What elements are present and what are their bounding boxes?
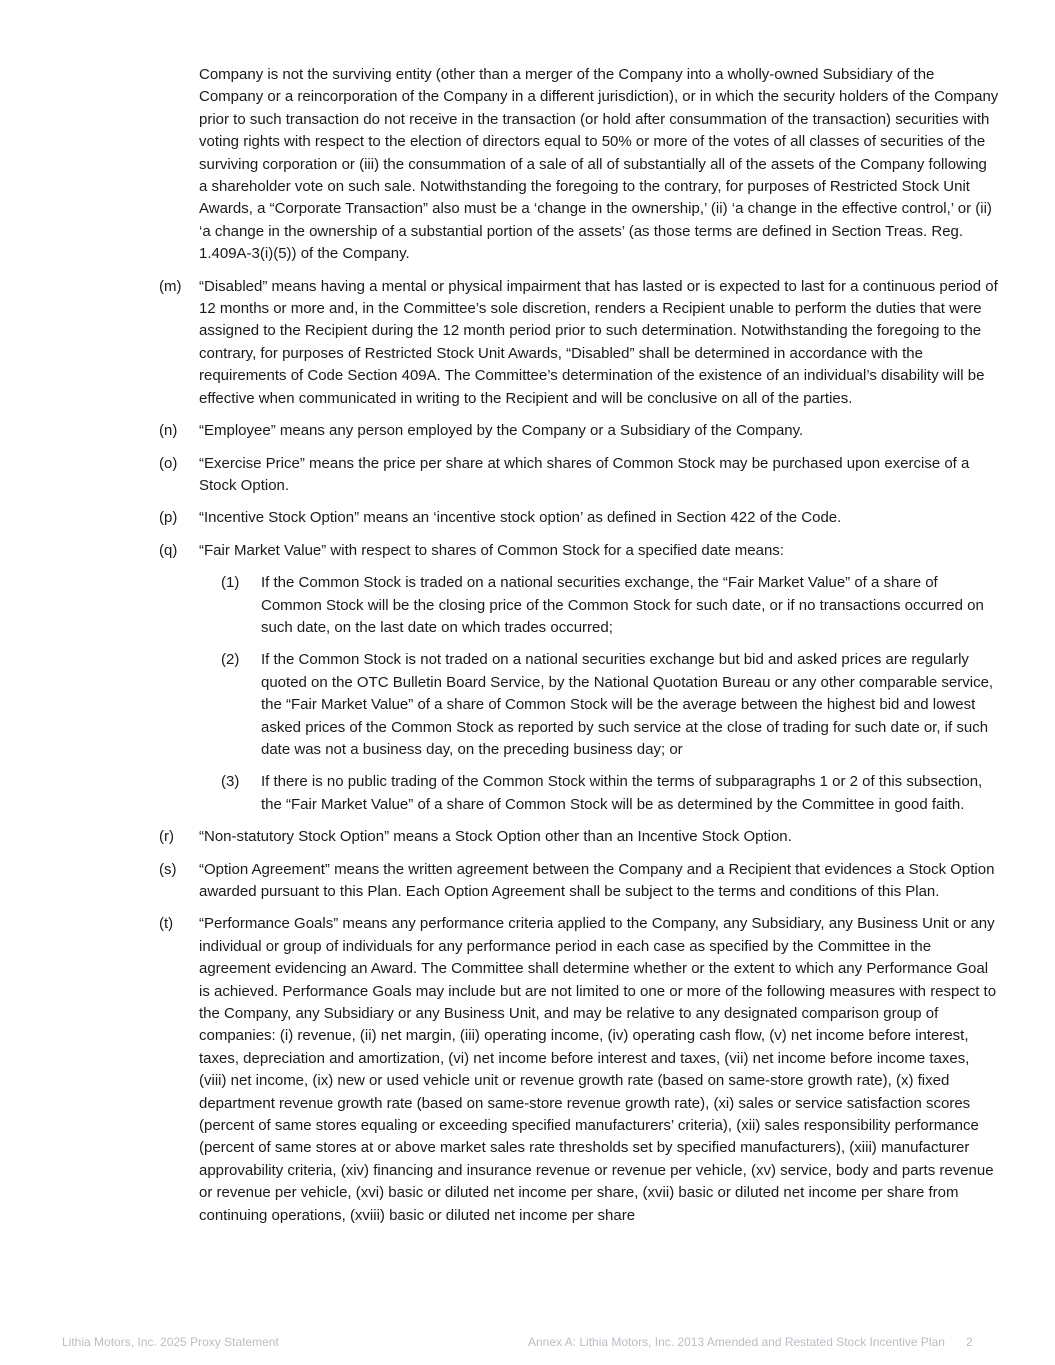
footer-publication: Lithia Motors, Inc. 2025 Proxy Statement xyxy=(62,1335,279,1349)
item-marker: (q) xyxy=(159,541,178,559)
definition-item xyxy=(159,859,999,904)
sub-item xyxy=(221,649,1001,761)
item-marker: (s) xyxy=(159,860,177,878)
item-marker: (o) xyxy=(159,454,178,472)
item-marker: (m) xyxy=(159,277,182,295)
definition-item xyxy=(159,453,999,498)
item-marker: (r) xyxy=(159,828,174,846)
item-text: “Exercise Price” means the price per share at which shares of Common Stock may be purchased upon exercise of a Stock Option. xyxy=(199,454,970,494)
definition-item xyxy=(159,540,999,562)
item-text: “Performance Goals” means any performance criteria applied to the Company, any Subsidiary, any Business Unit or any individual or group of individuals for any performance period in each case as specified by the Committee in the agreement evidencing an Award. The Committee shall determine whether or the extent to which any Performance Goal is achieved. Performance Goals may include but are not limited to one or more of the following measures with respect to the Company, any Subsidiary or any Business Unit, and may be relative to any designated comparison group of companies: (i) revenue, (ii) net margin, (iii) operating income, (iv) operating cash flow, (v) net income before interest, taxes, depreciation and amortization, (vi) net income before interest and taxes, (vii) net income before income taxes, (viii) net income, (ix) new or used vehicle unit or revenue growth rate (based on same-store growth rate), (x) fixed department revenue growth rate (based on same-store revenue growth rate), (xi) sales or service satisfaction scores (percent of same stores equaling or exceeding specified manufacturers’ criteria), (xii) sales responsibility performance (percent of same stores at or above market sales rate thresholds set by specified manufacturers), (xiii) manufacturer approvability criteria, (xiv) financing and insurance revenue or revenue per vehicle, (xv) service, body and parts revenue or revenue per vehicle, (xvi) basic or diluted net income per share, (xvii) basic or diluted net income per share from continuing operations, (xviii) basic or diluted net income per share xyxy=(199,915,997,1224)
definition-item xyxy=(159,420,999,442)
item-text: “Fair Market Value” with respect to shares of Common Stock for a specified date means: xyxy=(199,541,784,559)
item-text: “Non-statutory Stock Option” means a Stock Option other than an Incentive Stock Option. xyxy=(199,828,792,846)
sub-item-marker: (3) xyxy=(221,773,240,791)
page-number: 2 xyxy=(966,1335,973,1349)
document-body xyxy=(0,64,1055,1227)
item-text: “Employee” means any person employed by the Company or a Subsidiary of the Company. xyxy=(199,422,804,440)
item-marker: (p) xyxy=(159,509,178,527)
definition-item xyxy=(159,913,999,1227)
item-marker: (t) xyxy=(159,915,174,933)
definition-item xyxy=(159,507,999,529)
sub-item xyxy=(221,572,1001,639)
sub-item-marker: (1) xyxy=(221,574,240,592)
sub-item-text: If there is no public trading of the Common Stock within the terms of subparagraphs 1 or 2 of this subsection, the “Fair Market Value” of a share of Common Stock will be as determined by the Committee in good faith. xyxy=(261,773,983,813)
sub-item xyxy=(221,771,1001,816)
sub-item-text: If the Common Stock is traded on a national securities exchange, the “Fair Market Value” of a share of Common Stock will be the closing price of the Common Stock for such date, or if no transactions occurred on such date, on the last date on which trades occurred; xyxy=(261,574,984,636)
item-text: “Option Agreement” means the written agreement between the Company and a Recipient that evidences a Stock Option awarded pursuant to this Plan. Each Option Agreement shall be subject to the terms and conditions of this Plan. xyxy=(199,860,995,900)
item-text: “Incentive Stock Option” means an ‘incentive stock option’ as defined in Section 422 of the Code. xyxy=(199,509,842,527)
page-footer xyxy=(0,1333,1055,1353)
definition-item xyxy=(159,826,999,848)
definition-item xyxy=(159,276,999,410)
item-text: “Disabled” means having a mental or physical impairment that has lasted or is expected to last for a continuous period of 12 months or more and, in the Committee’s sole discretion, renders a Recipient unable to perform the duties that were assigned to the Recipient during the 12 month period prior to such determination. Notwithstanding the foregoing to the contrary, for purposes of Restricted Stock Unit Awards, “Disabled” shall be determined in accordance with the requirements of Code Section 409A. The Committee’s determination of the existence of an individual’s disability will be effective when communicated in writing to the Recipient and will be conclusive on all of the parties. xyxy=(199,277,998,407)
sub-item-marker: (2) xyxy=(221,651,240,669)
item-marker: (n) xyxy=(159,422,178,440)
continuation-paragraph: Company is not the surviving entity (other than a merger of the Company into a wholly-owned Subsidiary of the Company or a reincorporation of the Company in a different jurisdiction), or in which the security holders of the Company prior to such transaction do not receive in the transaction (or hold after consummation of the transaction) securities with voting rights with respect to the election of directors equal to 50% or more of the votes of all classes of securities of the surviving corporation or (iii) the consummation of a sale of all of substantially all of the assets of the Company following a shareholder vote on such sale. Notwithstanding the foregoing to the contrary, for purposes of Restricted Stock Unit Awards, a “Corporate Transaction” also must be a ‘change in the ownership,’ (ii) ‘a change in the effective control,’ or (ii) ‘a change in the ownership of a substantial portion of the assets’ (as those terms are defined in Section Treas. Reg. 1.409A-3(i)(5)) of the Company. xyxy=(199,66,999,263)
sub-item-text: If the Common Stock is not traded on a national securities exchange but bid and asked prices are regularly quoted on the OTC Bulletin Board Service, by the National Quotation Bureau or any other comparable service, the “Fair Market Value” of a share of Common Stock will be the average between the highest bid and lowest asked prices of the Common Stock as reported by such service at the close of trading for such date or, if such date was not a business day, on the preceding business day; or xyxy=(261,651,994,758)
footer-section-title: Annex A: Lithia Motors, Inc. 2013 Amended and Restated Stock Incentive Plan xyxy=(528,1335,945,1349)
